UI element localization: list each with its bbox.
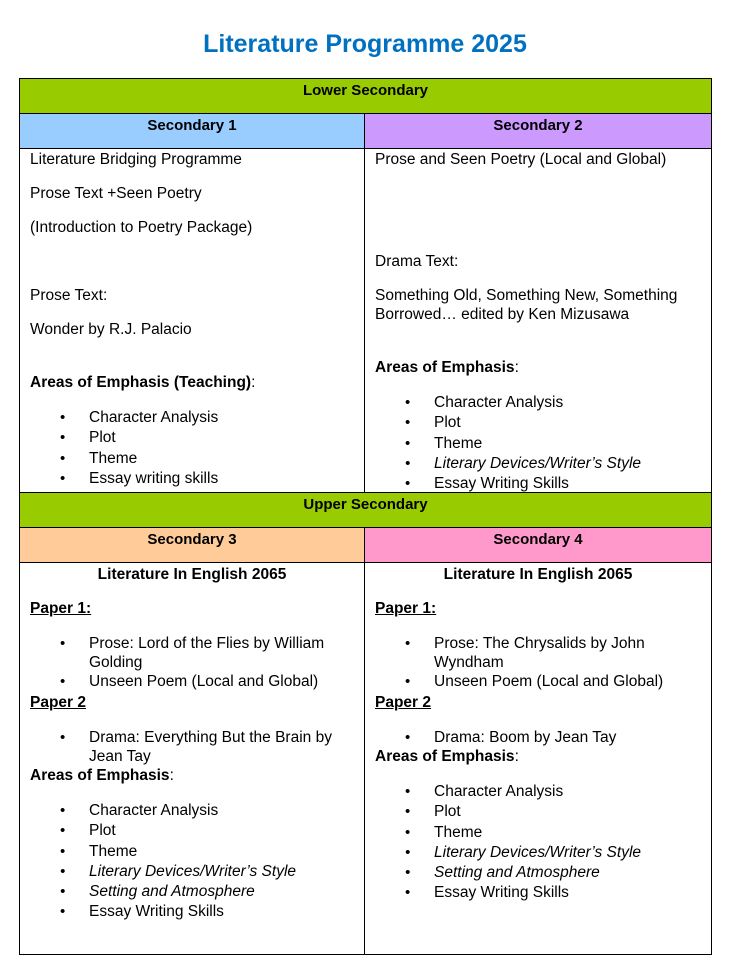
list-item: • Setting and Atmosphere <box>365 863 703 883</box>
sec4-paper-1-list <box>365 634 703 691</box>
sec1-emphasis-label: Areas of Emphasis (Teaching) <box>30 374 252 391</box>
list-item: • Literary Devices/Writer’s Style <box>365 843 703 863</box>
list-item: • Drama: Boom by Jean Tay <box>365 728 703 747</box>
list-item: • Theme <box>20 449 356 469</box>
sec2-emphasis-colon: : <box>514 359 519 376</box>
secondary-4-label: Secondary 4 <box>493 531 583 548</box>
sec2-line: Something Old, Something New, Something Borrowed… edited by Ken Mizusawa <box>375 287 678 323</box>
list-item: • Character Analysis <box>365 393 703 413</box>
list-item: • Prose: The Chrysalids by John Wyndham <box>365 634 703 672</box>
sec4-emphasis-label: Areas of Emphasis <box>375 748 515 765</box>
sec2-emphasis-list <box>365 393 703 493</box>
list-item: • Drama: Everything But the Brain by Jean Tay <box>20 728 356 766</box>
secondary-3-header <box>19 527 365 563</box>
list-item: • Theme <box>365 823 703 843</box>
list-item: • Essay Writing Skills <box>365 883 703 903</box>
sec3-emphasis-list <box>20 801 356 923</box>
list-item: • Theme <box>365 434 703 454</box>
secondary-1-header <box>19 113 365 149</box>
list-item: • Setting and Atmosphere <box>20 882 356 902</box>
sec4-paper-2-list <box>365 728 703 747</box>
secondary-1-label: Secondary 1 <box>147 117 237 134</box>
secondary-1-content <box>19 148 365 493</box>
list-item: • Literary Devices/Writer’s Style <box>365 454 703 474</box>
sec1-emphasis-heading <box>30 373 356 392</box>
sec3-emphasis-label: Areas of Emphasis <box>30 767 170 784</box>
sec3-course-title: Literature In English 2065 <box>97 566 287 583</box>
list-item: • Unseen Poem (Local and Global) <box>20 672 356 691</box>
sec1-line: Wonder by R.J. Palacio <box>30 321 192 338</box>
upper-secondary-label: Upper Secondary <box>303 496 428 513</box>
sec3-paper-2-heading: Paper 2 <box>30 694 87 711</box>
sec1-line: Literature Bridging Programme <box>30 151 242 168</box>
secondary-4-header <box>364 527 712 563</box>
sec1-emphasis-colon: : <box>251 374 256 391</box>
secondary-2-header <box>364 113 712 149</box>
sec4-emphasis-heading <box>375 747 703 766</box>
sec3-paper-1-heading: Paper 1: <box>30 600 92 617</box>
secondary-3-content <box>19 562 365 955</box>
sec2-line: Prose and Seen Poetry (Local and Global) <box>375 151 667 168</box>
secondary-2-label: Secondary 2 <box>493 117 583 134</box>
sec1-line: Prose Text +Seen Poetry <box>30 185 202 202</box>
list-item: • Essay writing skills <box>20 469 356 489</box>
sec1-line: (Introduction to Poetry Package) <box>30 219 253 236</box>
upper-secondary-band <box>19 492 712 528</box>
list-item: • Essay Writing Skills <box>365 474 703 493</box>
sec1-emphasis-list <box>20 408 356 489</box>
sec4-emphasis-colon: : <box>514 748 519 765</box>
sec1-line: Prose Text: <box>30 287 108 304</box>
sec4-course-title: Literature In English 2065 <box>443 566 633 583</box>
sec2-emphasis-label: Areas of Emphasis <box>375 359 515 376</box>
list-item: • Essay Writing Skills <box>20 902 356 922</box>
sec3-emphasis-heading <box>30 766 356 785</box>
sec3-paper-1-list <box>20 634 356 691</box>
sec4-paper-1-heading: Paper 1: <box>375 600 437 617</box>
list-item: • Unseen Poem (Local and Global) <box>365 672 703 691</box>
secondary-3-label: Secondary 3 <box>147 531 237 548</box>
list-item: • Plot <box>20 428 356 448</box>
list-item: • Theme <box>20 842 356 862</box>
sec3-paper-2-list <box>20 728 356 766</box>
secondary-4-content <box>364 562 712 955</box>
secondary-2-content <box>364 148 712 493</box>
sec2-emphasis-heading <box>375 358 703 377</box>
lower-secondary-band <box>19 78 712 114</box>
lower-secondary-label: Lower Secondary <box>302 82 429 99</box>
list-item: • Plot <box>365 802 703 822</box>
sec3-emphasis-colon: : <box>169 767 174 784</box>
list-item: • Plot <box>20 821 356 841</box>
list-item: • Prose: Lord of the Flies by William Golding <box>20 634 356 672</box>
page-title: Literature Programme 2025 <box>203 30 527 58</box>
sec2-line: Drama Text: <box>375 253 459 270</box>
list-item: • Character Analysis <box>20 408 356 428</box>
list-item: • Character Analysis <box>365 782 703 802</box>
sec4-paper-2-heading: Paper 2 <box>375 694 432 711</box>
list-item: • Character Analysis <box>20 801 356 821</box>
list-item: • Literary Devices/Writer’s Style <box>20 862 356 882</box>
sec4-emphasis-list <box>365 782 703 904</box>
list-item: • Plot <box>365 413 703 433</box>
